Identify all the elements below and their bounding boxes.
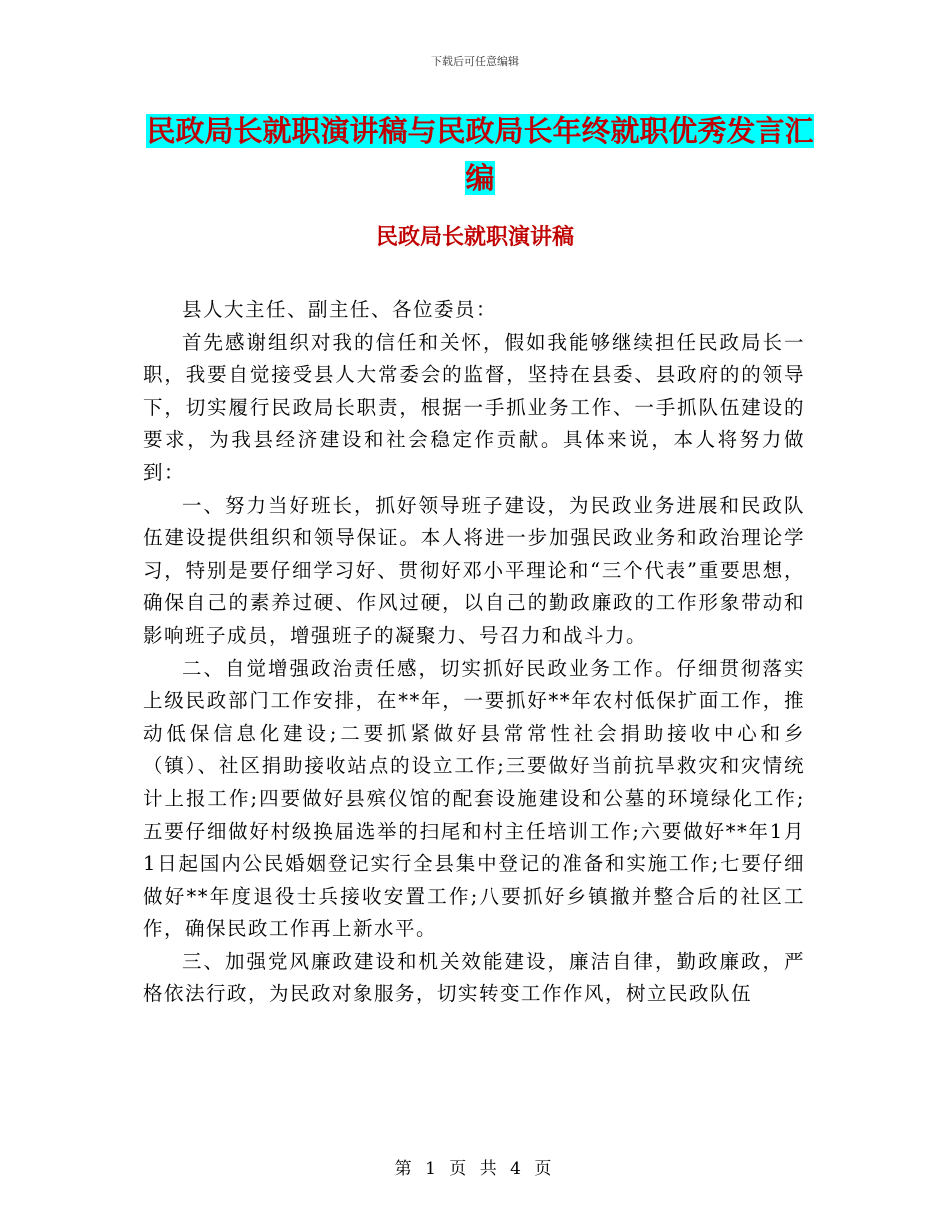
page-number: 第 1 页 共 4 页 xyxy=(394,1159,556,1179)
header-note: 下载后可任意编辑 xyxy=(431,55,519,68)
body-paragraph: 三、加强党风廉政建设和机关效能建设，廉洁自律，勤政廉政，严格依法行政，为民政对象服务，切实转变工作作风，树立民政队伍 xyxy=(143,949,805,1006)
document-body xyxy=(143,294,805,1011)
body-paragraph: 首先感谢组织对我的信任和关怀，假如我能够继续担任民政局长一职，我要自觉接受县人大常委会的监督，坚持在县委、县政府的的领导下，切实履行民政局长职责，根据一手抓业务工作、一手抓队伍建设的要求，为我县经济建设和社会稳定作贡献。具体来说，本人将努力做到： xyxy=(143,330,805,484)
salutation-paragraph: 县人大主任、副主任、各位委员： xyxy=(182,298,498,321)
section-title: 民政局长就职演讲稿 xyxy=(375,225,574,250)
document-title xyxy=(145,108,815,202)
body-paragraph: 一、努力当好班长，抓好领导班子建设，为民政业务进展和民政队伍建设提供组织和领导保证。本人将进一步加强民政业务和政治理论学习，特别是要仔细学习好、贯彻好邓小平理论和“三个代表”重要思想，确保自己的素养过硬、作风过硬，以自己的勤政廉政的工作形象带动和影响班子成员，增强班子的凝聚力、号召力和战斗力。 xyxy=(143,493,805,647)
body-paragraph: 二、自觉增强政治责任感，切实抓好民政业务工作。仔细贯彻落实上级民政部门工作安排，在**年，一要抓好**年农村低保扩面工作，推动低保信息化建设;二要抓紧做好县常常性社会捐助接收中心和乡（镇）、社区捐助接收站点的设立工作;三要做好当前抗旱救灾和灾情统计上报工作;四要做好县殡仪馆的配套设施建设和公墓的环境绿化工作;五要仔细做好村级换届选举的扫尾和村主任培训工作;六要做好**年1月1日起国内公民婚姻登记实行全县集中登记的准备和实施工作;七要仔细做好**年度退役士兵接收安置工作;八要抓好乡镇撤并整合后的社区工作，确保民政工作再上新水平。 xyxy=(143,656,805,941)
document-title-text: 民政局长就职演讲稿与民政局长年终就职优秀发言汇编 xyxy=(146,114,814,195)
